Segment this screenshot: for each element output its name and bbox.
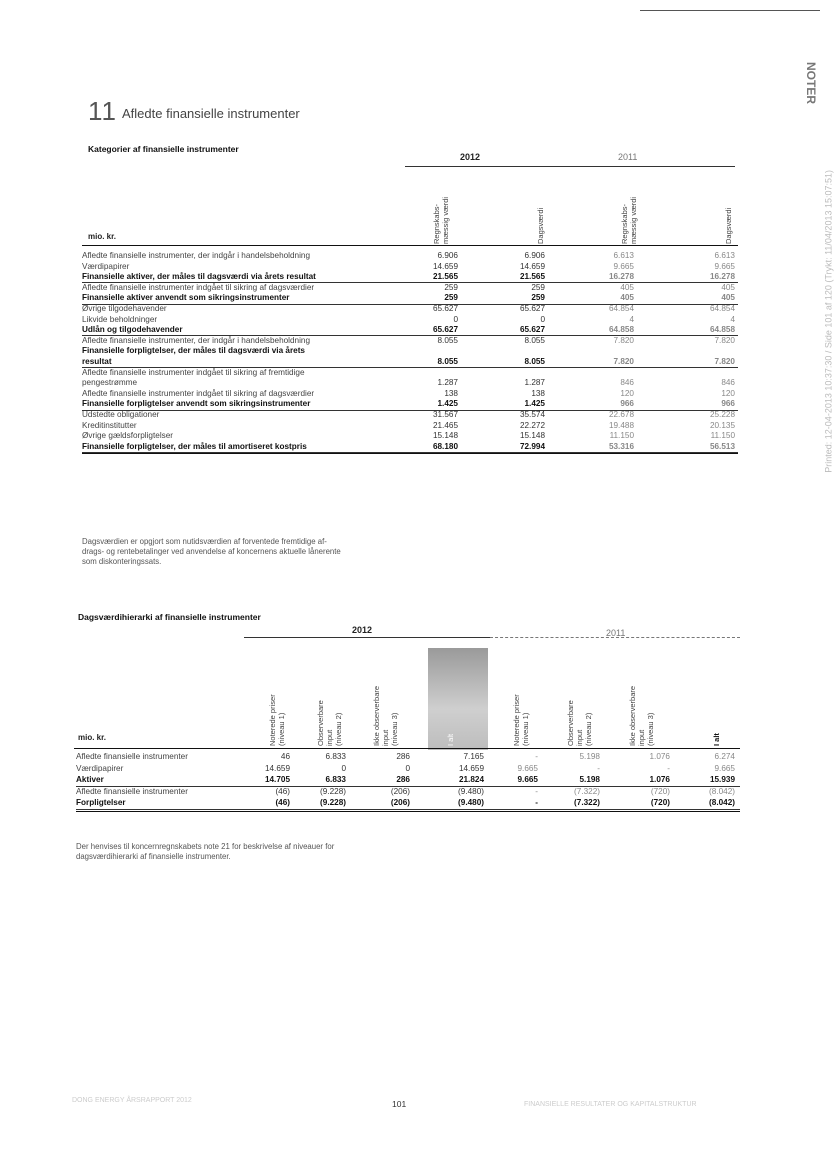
table1-col-header-1: Regnskabs- mæssig værdi xyxy=(432,196,450,244)
table1-cell: 846 xyxy=(721,378,735,388)
table2-cell: 9.665 xyxy=(517,763,538,773)
table1-cell: 64.858 xyxy=(709,325,735,335)
table2-cell: 15.939 xyxy=(709,775,735,784)
table1-cell: 53.316 xyxy=(608,441,634,451)
table2-cell: 5.198 xyxy=(579,775,600,784)
table2-row xyxy=(76,797,740,808)
table2-cell: (206) xyxy=(390,786,410,796)
table1-cell: 846 xyxy=(620,378,634,388)
footer-section: FINANSIELLE RESULTATER OG KAPITALSTRUKTUR xyxy=(524,1101,697,1108)
table1-cell: 68.180 xyxy=(432,441,458,451)
page-number: 101 xyxy=(392,1099,407,1109)
table1-heading: Kategorier af finansielle instrumenter xyxy=(88,144,239,154)
total-column-shade xyxy=(428,648,488,750)
table1-row-label: Finansielle forpligtelser, der måles til dagsværdi via årets xyxy=(82,346,305,356)
table1-cell: 14.659 xyxy=(432,261,458,271)
table1-cell: 56.513 xyxy=(709,441,735,451)
table2-row-label: Forpligtelser xyxy=(76,798,126,807)
table1-row xyxy=(82,377,738,388)
table1-cell: 11.150 xyxy=(710,431,735,441)
table2-col-header-4: I alt xyxy=(446,733,455,746)
table1-row xyxy=(82,367,738,378)
table1-row-label: Finansielle forpligtelser, der måles til amortiseret kostpris xyxy=(82,441,307,451)
table1-row xyxy=(82,303,738,314)
table1-cell: 35.574 xyxy=(519,410,545,419)
table1-cell: 11.150 xyxy=(609,431,634,441)
table2-cell: 9.665 xyxy=(517,775,538,784)
note-title: Afledte finansielle instrumenter xyxy=(122,106,300,121)
table1-year-2011: 2011 xyxy=(618,152,638,162)
table1-cell: 405 xyxy=(620,282,634,292)
table1-row xyxy=(82,441,738,452)
section-mark: NOTER xyxy=(804,62,818,104)
table1-row xyxy=(82,398,738,409)
table2-cell: 6.274 xyxy=(714,752,735,761)
table2-row xyxy=(76,763,740,774)
table2-cell: 1.076 xyxy=(649,752,670,761)
table1-cell: 65.627 xyxy=(432,325,458,335)
table1-cell: 405 xyxy=(721,282,735,292)
table1-row xyxy=(82,261,738,272)
table2-col-header-3: Ikke observerbare input (niveau 3) xyxy=(372,685,399,746)
table2-row-label: Afledte finansielle instrumenter xyxy=(76,786,188,796)
table1-cell: 259 xyxy=(444,282,458,292)
table1-cell: 138 xyxy=(444,388,458,398)
table2-cell: 7.165 xyxy=(463,752,484,761)
table1-cell: 259 xyxy=(531,293,545,303)
table2-col-header-5: Noterede priser (niveau 1) xyxy=(512,694,530,746)
table2-cell: (7.322) xyxy=(574,798,600,807)
table1-row xyxy=(82,430,738,441)
table1-cell: 31.567 xyxy=(432,410,458,419)
table1-cell: 1.287 xyxy=(524,378,545,388)
table2-cell: 286 xyxy=(396,752,410,761)
table2-cell: (9.480) xyxy=(458,798,484,807)
table2-cell: 0 xyxy=(341,763,346,773)
table1-row xyxy=(82,250,738,261)
table2-cell: (8.042) xyxy=(709,798,735,807)
table2-cell: 14.659 xyxy=(264,763,290,773)
table2-cell: - xyxy=(535,786,538,796)
table1-cell: 22.678 xyxy=(608,410,634,419)
table2-cell: (9.480) xyxy=(458,786,484,796)
table1-row xyxy=(82,314,738,325)
table2-row-label: Afledte finansielle instrumenter xyxy=(76,752,188,761)
table1-row-label: Finansielle forpligtelser anvendt som sikringsinstrumenter xyxy=(82,399,311,409)
note-number: 11 xyxy=(88,96,117,126)
table1-cell: 1.425 xyxy=(437,399,458,409)
table1-cell: 9.665 xyxy=(714,261,735,271)
table1-cell: 21.565 xyxy=(432,272,458,282)
table1-cell: 6.906 xyxy=(437,251,458,260)
table2-cell: (7.322) xyxy=(574,786,600,796)
table1-row-label: Udstedte obligationer xyxy=(82,410,160,419)
table1-cell: 9.665 xyxy=(613,261,634,271)
table1-row-label: Finansielle aktiver, der måles til dagsværdi via årets resultat xyxy=(82,272,316,282)
table1-cell: 64.858 xyxy=(608,325,634,335)
table1-col-header-4: Dagsværdi xyxy=(724,207,733,244)
table1-row xyxy=(82,335,738,346)
table1-cell: 20.135 xyxy=(709,420,735,430)
table1-row-label: Værdipapirer xyxy=(82,261,130,271)
table1-row-label: Afledte finansielle instrumenter, der indgår i handelsbeholdning xyxy=(82,251,311,260)
top-edge-rule xyxy=(640,10,820,11)
table1-cell: 65.627 xyxy=(519,304,545,313)
table2-cell: (9.228) xyxy=(320,786,346,796)
table1-cell: 138 xyxy=(531,388,545,398)
table1-cell: 6.613 xyxy=(714,251,735,260)
table1-row-label: Afledte finansielle instrumenter, der indgår i handelsbeholdning xyxy=(82,335,311,345)
table2-cell: 9.665 xyxy=(714,763,735,773)
table1-cell: 6.906 xyxy=(524,251,545,260)
table1-cell: 8.055 xyxy=(437,335,458,345)
table2-cell: 6.833 xyxy=(325,775,346,784)
table1-row-label: pengestrømme xyxy=(82,378,138,388)
table1-cell: 64.854 xyxy=(709,304,735,313)
table1-cell: 405 xyxy=(620,293,634,303)
table1-year-2012: 2012 xyxy=(460,152,481,162)
table1-cell: 21.565 xyxy=(519,272,545,282)
table1-footnote: Dagsværdien er opgjort som nutidsværdien af forventede fremtidige af- drags- og rentebetalinger ved anvendelse af koncernens aktuelle lånerente som diskonteringssats. xyxy=(82,537,341,566)
table1-row-label: Afledte finansielle instrumenter indgået til sikring af fremtidige xyxy=(82,367,305,377)
table2-row xyxy=(76,751,740,762)
table1-row xyxy=(82,292,738,303)
table1-row-label: Kreditinstitutter xyxy=(82,420,137,430)
table2-col-header-2: Observerbare input (niveau 2) xyxy=(316,700,343,746)
table2-col-header-1: Noterede priser (niveau 1) xyxy=(268,694,286,746)
table1-row xyxy=(82,388,738,399)
table2-col-header-7: Ikke observerbare input (niveau 3) xyxy=(628,685,655,746)
table2-row-label: Værdipapirer xyxy=(76,763,124,773)
table1-col-header-2: Dagsværdi xyxy=(536,207,545,244)
table1-unit: mio. kr. xyxy=(88,232,117,241)
table2-cell: (720) xyxy=(650,786,670,796)
table1-cell: 65.627 xyxy=(432,304,458,313)
table1-cell: 21.465 xyxy=(432,420,458,430)
table1-cell: 1.425 xyxy=(524,399,545,409)
table2-cell: 14.705 xyxy=(264,775,290,784)
table1-row-label: resultat xyxy=(82,357,112,366)
table1-cell: 7.820 xyxy=(613,357,634,366)
table2-bottom-rule xyxy=(76,811,740,812)
table2-row-label: Aktiver xyxy=(76,775,104,784)
table2-cell: 5.198 xyxy=(579,752,600,761)
table2-cell: - xyxy=(667,763,670,773)
footer-report-name: DONG ENERGY ÅRSRAPPORT 2012 xyxy=(72,1097,192,1104)
table1-cell: 0 xyxy=(540,314,545,324)
table1-row-label: Likvide beholdninger xyxy=(82,314,158,324)
table2-row xyxy=(76,786,740,797)
table1-cell: 15.148 xyxy=(519,431,545,441)
table2-cell: - xyxy=(535,752,538,761)
table2-cell: 1.076 xyxy=(649,775,670,784)
table2-unit: mio. kr. xyxy=(78,733,107,742)
table1-cell: 4 xyxy=(629,314,634,324)
table2-row xyxy=(76,774,740,785)
table1-cell: 15.148 xyxy=(432,431,458,441)
table1-cell: 405 xyxy=(721,293,735,303)
table1-row-label: Udlån og tilgodehavender xyxy=(82,325,183,335)
table2-cell: (46) xyxy=(275,786,290,796)
table2-cell: (8.042) xyxy=(709,786,735,796)
table1-cell: 1.287 xyxy=(437,378,458,388)
table2-footnote: Der henvises til koncernregnskabets note 21 for beskrivelse af niveauer for dagsværdihierarki af finansielle instrumenter. xyxy=(76,842,335,861)
table1-cell: 8.055 xyxy=(524,335,545,345)
table1-row-label: Afledte finansielle instrumenter indgået til sikring af dagsværdier xyxy=(82,388,315,398)
table1-cell: 19.488 xyxy=(608,420,634,430)
table2-col-header-8: I alt xyxy=(712,733,721,746)
table1-row-label: Øvrige tilgodehavender xyxy=(82,304,167,313)
table1-cell: 14.659 xyxy=(519,261,545,271)
table2-cell: (9.228) xyxy=(320,798,346,807)
table1-row xyxy=(82,271,738,282)
table2-cell: - xyxy=(535,798,538,807)
table2-cell: 6.833 xyxy=(325,752,346,761)
table1-row xyxy=(82,282,738,293)
table2-cell: 14.659 xyxy=(458,763,484,773)
table1-cell: 966 xyxy=(620,399,634,409)
table2-cell: 0 xyxy=(405,763,410,773)
table1-cell: 7.820 xyxy=(714,357,735,366)
table1-cell: 72.994 xyxy=(519,441,545,451)
print-stamp: Printed: 12-04-2013 10:37:30 / Side 101 af 120 (Trykt: 11/04/2013 15:07:51) xyxy=(824,170,834,473)
table2-heading: Dagsværdihierarki af finansielle instrumenter xyxy=(78,612,261,622)
table2-cell: 46 xyxy=(280,752,290,761)
table1-cell: 25.228 xyxy=(709,410,735,419)
table1-cell: 7.820 xyxy=(613,335,634,345)
table1-cell: 8.055 xyxy=(524,357,545,366)
table1-cell: 22.272 xyxy=(519,420,545,430)
table1-col-header-3: Regnskabs- mæssig værdi xyxy=(620,196,638,244)
table1-row xyxy=(82,345,738,356)
table1-row-label: Øvrige gældsforpligtelser xyxy=(82,431,174,441)
table1-cell: 120 xyxy=(620,388,634,398)
table1-row xyxy=(82,420,738,431)
table1-cell: 259 xyxy=(531,282,545,292)
table1-cell: 64.854 xyxy=(608,304,634,313)
table1-cell: 4 xyxy=(730,314,735,324)
table2-cell: (720) xyxy=(650,798,670,807)
table1-cell: 7.820 xyxy=(714,335,735,345)
table2-col-header-6: Observerbare input (niveau 2) xyxy=(566,700,593,746)
table1-row xyxy=(82,409,738,420)
table2-year-2011: 2011 xyxy=(606,628,626,638)
table1-cell: 16.278 xyxy=(709,272,735,282)
table2-cell: 286 xyxy=(396,775,410,784)
table2-cell: 21.824 xyxy=(458,775,484,784)
table1-cell: 16.278 xyxy=(608,272,634,282)
table2-cell: - xyxy=(597,763,600,773)
table1-cell: 259 xyxy=(444,293,458,303)
table1-cell: 65.627 xyxy=(519,325,545,335)
table1-row-label: Afledte finansielle instrumenter indgået til sikring af dagsværdier xyxy=(82,282,315,292)
table2-year-2012: 2012 xyxy=(352,625,373,635)
table1-bottom-rule xyxy=(82,453,738,454)
table1-cell: 8.055 xyxy=(437,357,458,366)
table1-row-label: Finansielle aktiver anvendt som sikringsinstrumenter xyxy=(82,293,290,303)
table2-cell: (206) xyxy=(390,798,410,807)
table1-cell: 0 xyxy=(453,314,458,324)
table1-row xyxy=(82,356,738,367)
table1-cell: 966 xyxy=(721,399,735,409)
table1-row xyxy=(82,324,738,335)
table2-cell: (46) xyxy=(275,798,290,807)
table1-cell: 120 xyxy=(721,388,735,398)
table1-cell: 6.613 xyxy=(613,251,634,260)
